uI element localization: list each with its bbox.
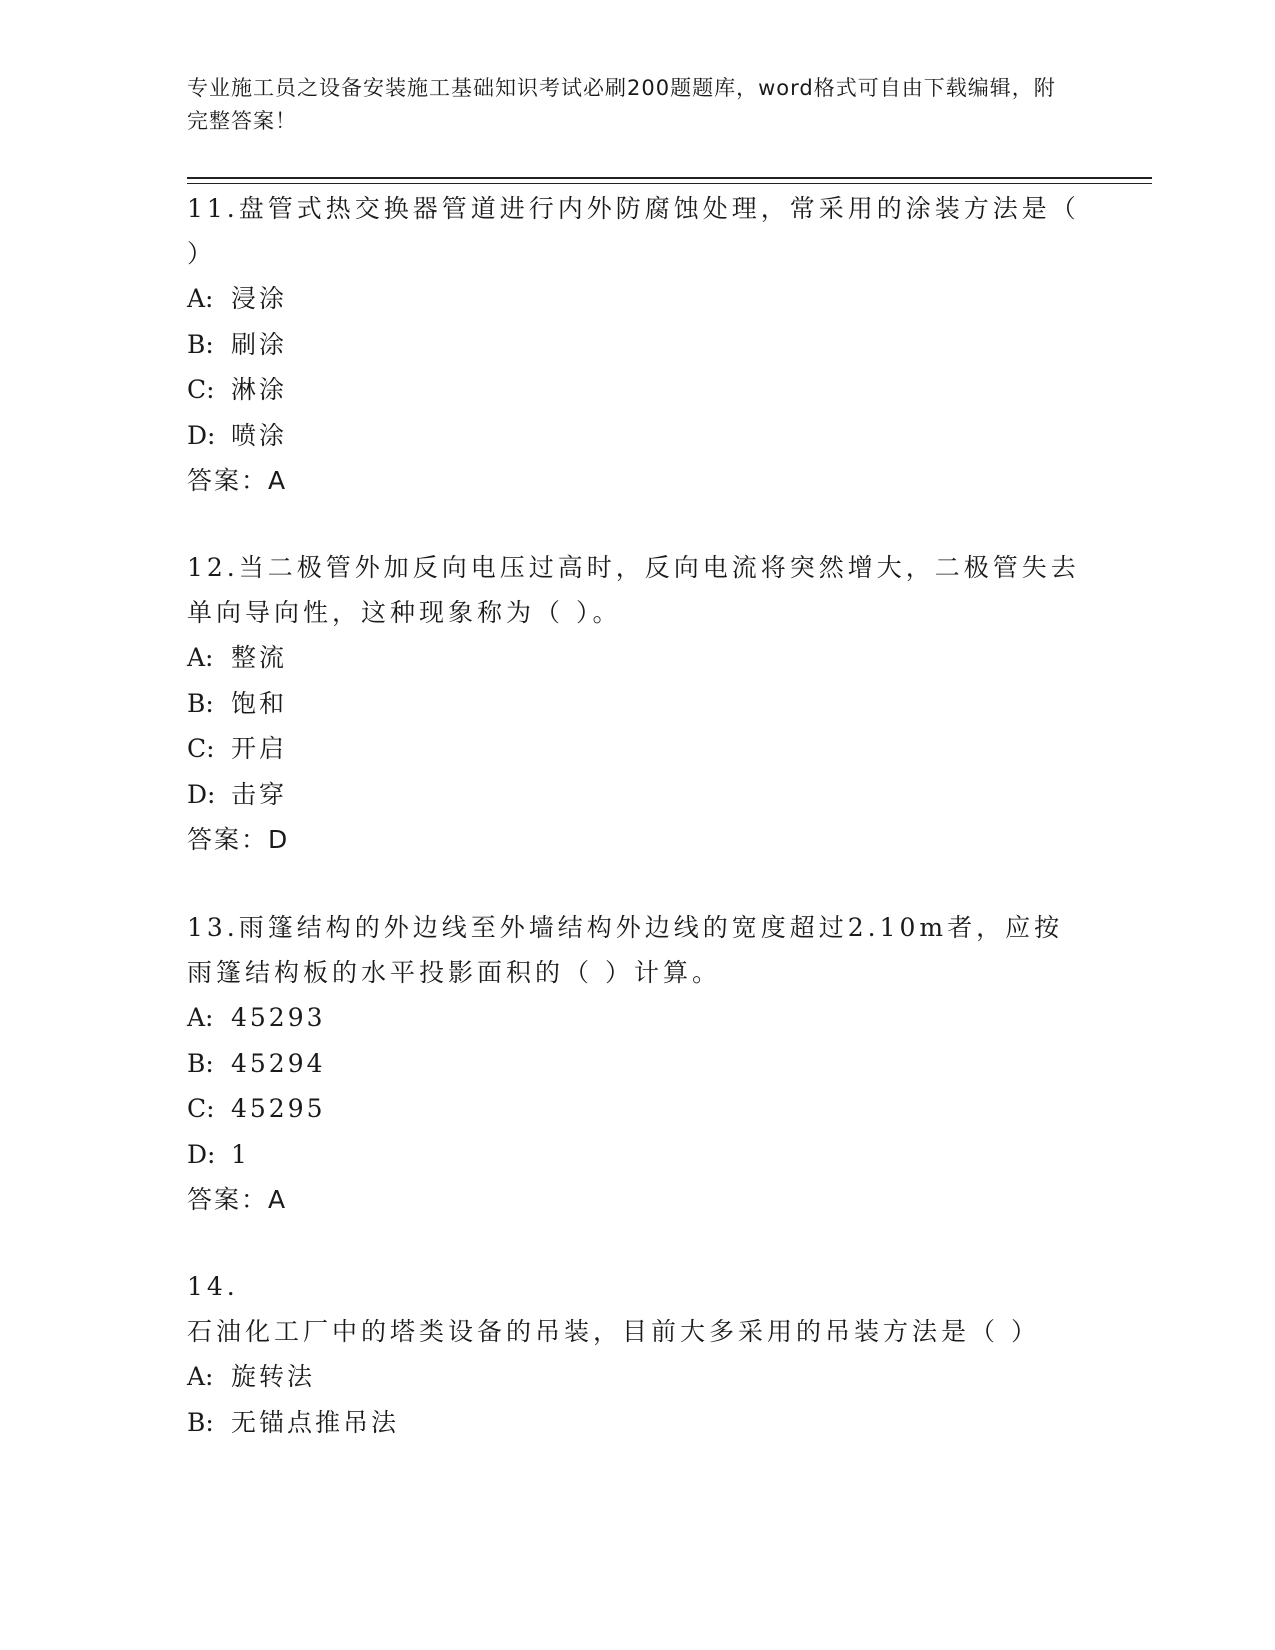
question-text: 石油化工厂中的塔类设备的吊装，目前大多采用的吊装方法是（ ） [187, 1317, 1040, 1346]
option-text: 浸涂 [231, 284, 288, 313]
answer-value: A [268, 466, 288, 495]
header-divider-thin [187, 183, 1152, 184]
option-b [187, 322, 1087, 368]
option-key: A: [187, 643, 214, 672]
answer-value: A [268, 1185, 288, 1214]
option-b [187, 1041, 1087, 1087]
option-key: A: [187, 1362, 214, 1391]
option-b [187, 1400, 1087, 1446]
question-text: 盘管式热交换器管道进行内外防腐蚀处理，常采用的涂装方法是（ ） [187, 194, 1080, 268]
option-a [187, 635, 1087, 681]
option-key: C: [187, 375, 215, 404]
answer-label: 答案： [187, 466, 269, 495]
option-text: 1 [231, 1139, 250, 1169]
option-text: 旋转法 [231, 1362, 316, 1391]
question-stem [187, 1264, 1087, 1354]
option-key: B: [187, 688, 214, 718]
option-key: A: [187, 1003, 214, 1032]
option-a [187, 995, 1087, 1041]
option-key: B: [187, 329, 214, 359]
option-text: 无锚点推吊法 [231, 1407, 400, 1437]
option-key: D: [187, 779, 216, 809]
question-13 [187, 905, 1087, 1222]
question-stem [187, 905, 1087, 995]
question-stem [187, 545, 1087, 635]
option-d [187, 1132, 1087, 1178]
option-key: D: [187, 420, 216, 450]
option-a [187, 276, 1087, 322]
option-text: 饱和 [231, 688, 288, 718]
option-d [187, 413, 1087, 459]
answer-line [187, 1177, 1087, 1222]
question-text: 雨篷结构的外边线至外墙结构外边线的宽度超过2.10m者，应按雨篷结构板的水平投影面积的（ ）计算。 [187, 913, 1064, 987]
answer-label: 答案： [187, 825, 269, 854]
option-text: 击穿 [231, 779, 288, 809]
option-key: C: [187, 1094, 215, 1123]
option-text: 45293 [231, 1003, 326, 1032]
question-12 [187, 545, 1087, 862]
question-11 [187, 186, 1087, 503]
option-b [187, 681, 1087, 727]
header-divider-thick [187, 177, 1152, 179]
option-c [187, 726, 1087, 772]
option-d [187, 772, 1087, 818]
option-c [187, 367, 1087, 413]
question-14 [187, 1264, 1087, 1445]
option-a [187, 1354, 1087, 1400]
option-text: 45294 [231, 1048, 326, 1078]
option-text: 淋涂 [231, 375, 288, 404]
option-key: A: [187, 284, 214, 313]
option-text: 整流 [231, 643, 288, 672]
question-number: 12. [187, 553, 239, 582]
option-key: D: [187, 1139, 216, 1169]
option-text: 45295 [231, 1094, 326, 1123]
answer-line [187, 817, 1087, 862]
question-number: 11. [187, 194, 239, 223]
question-number: 13. [187, 913, 239, 942]
answer-value: D [268, 825, 290, 854]
document-title: 专业施工员之设备安装施工基础知识考试必刷200题题库，word格式可自由下载编辑，附完整答案！ [187, 76, 1056, 133]
option-text: 刷涂 [231, 329, 288, 359]
option-key: C: [187, 734, 215, 763]
option-text: 开启 [231, 734, 288, 763]
option-text: 喷涂 [231, 420, 288, 450]
option-key: B: [187, 1407, 214, 1437]
question-stem [187, 186, 1087, 276]
option-key: B: [187, 1048, 214, 1078]
question-number: 14. [187, 1272, 239, 1301]
answer-line [187, 458, 1087, 503]
answer-label: 答案： [187, 1185, 269, 1214]
option-c [187, 1086, 1087, 1132]
question-text: 当二极管外加反向电压过高时，反向电流将突然增大，二极管失去单向导向性，这种现象称为（ ）。 [187, 553, 1080, 627]
